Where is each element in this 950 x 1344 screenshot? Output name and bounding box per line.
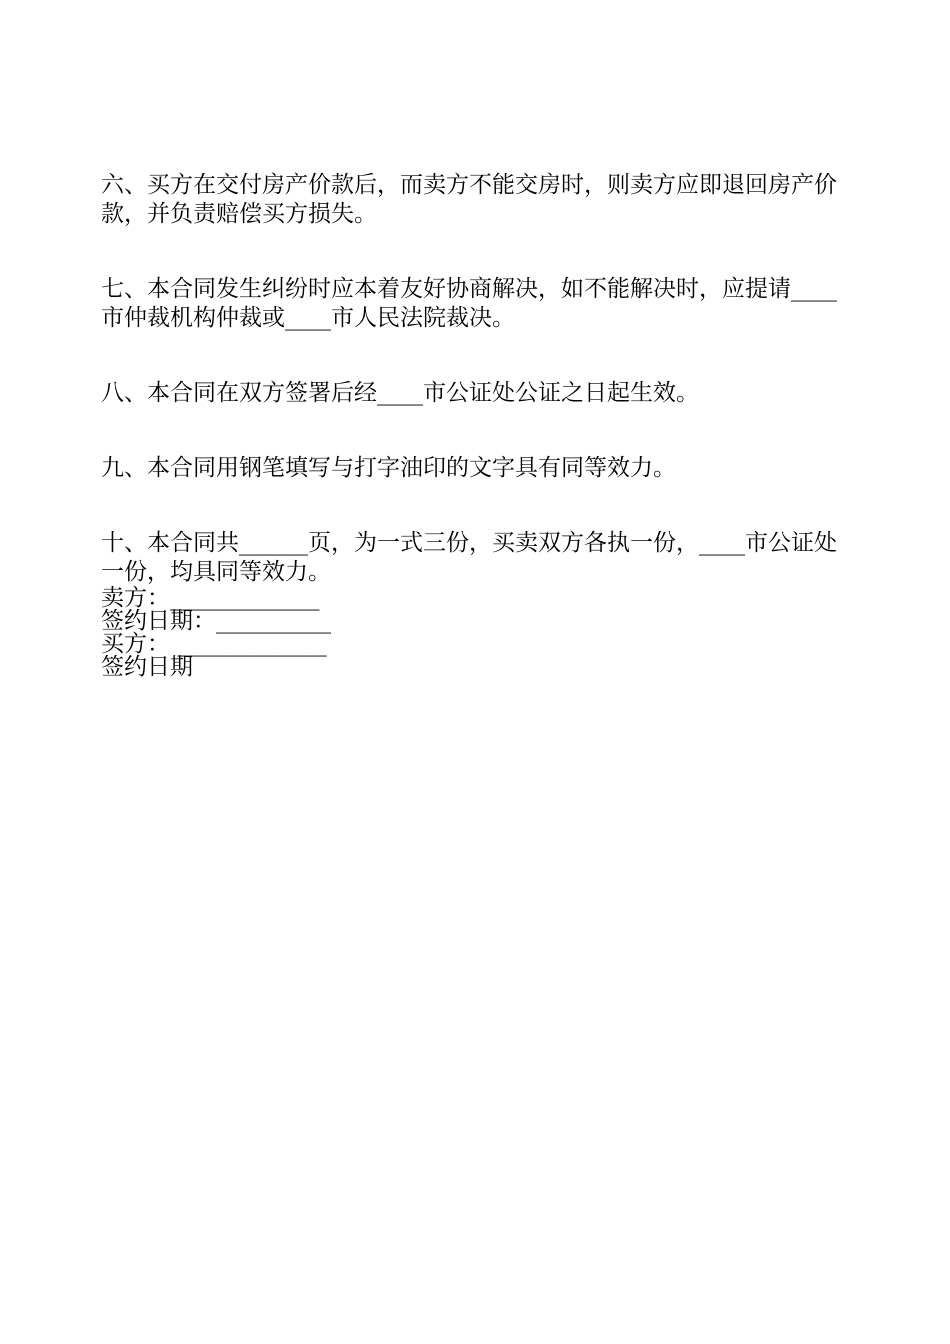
seller-signature-line: 卖方：_____________ [101,585,320,611]
paragraph-spacer [101,333,853,379]
clause-9: 九、本合同用钢笔填写与打字油印的文字具有同等效力。 [101,455,676,481]
buyer-signature-line: 买方： _____________ [101,631,327,657]
clause-10: 十、本合同共______页，为一式三份，买卖双方各执一份，____市公证处一份，均具同等效力。 [101,530,837,585]
clause-7: 七、本合同发生纠纷时应本着友好协商解决，如不能解决时，应提请____市仲裁机构仲裁或____市人民法院裁决。 [101,276,837,331]
paragraph-spacer [101,229,853,275]
buyer-sign-date-line: 签约日期 [101,654,193,680]
clause-8: 八、本合同在双方签署后经____市公证处公证之日起生效。 [101,380,699,406]
seller-sign-date-line: 签约日期：__________ [101,608,331,634]
signature-block [101,587,853,679]
paragraph-spacer [101,408,853,454]
paragraph-spacer [101,483,853,529]
clause-6: 六、买方在交付房产价款后，而卖方不能交房时，则卖方应即退回房产价款，并负责赔偿买方损失。 [101,172,837,227]
document-content [101,171,853,679]
